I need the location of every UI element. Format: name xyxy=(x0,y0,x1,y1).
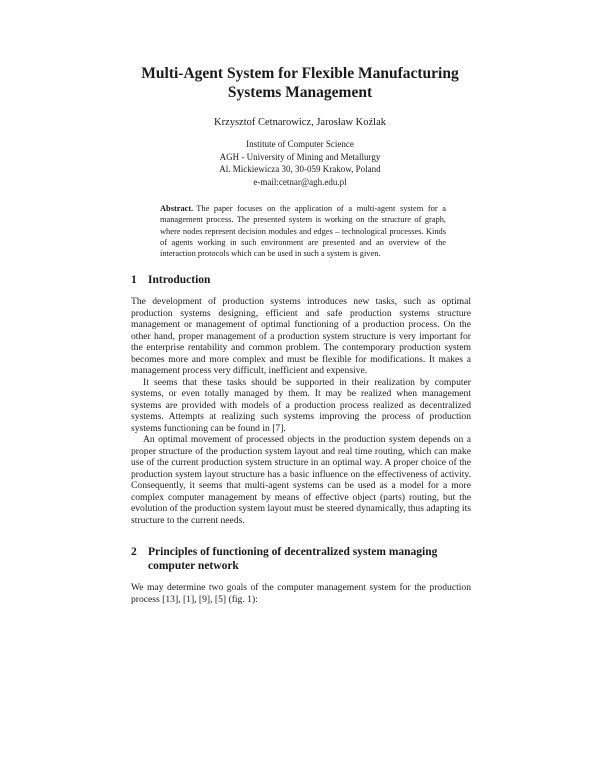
affiliation xyxy=(100,138,500,188)
affiliation-institute: Institute of Computer Science xyxy=(246,139,354,149)
affiliation-email: e-mail:cetnar@agh.edu.pl xyxy=(253,176,347,187)
affiliation-address: Al. Mickiewicza 30, 30-059 Krakow, Poland xyxy=(219,164,381,174)
section-2-number: 2 xyxy=(131,546,137,558)
section-1-paragraph-1: The development of production systems introduces new tasks, such as optimal production systems designing, efficient and safe production systems structure management or management of optimal functioning of a production process. On the other hand, proper management of a production system structure is very important for the enterprise rentability and common problem. The contemporary production system becomes more and more complex and must be flexible for modifications. It makes a management process very difficult, inefficient and expensive. xyxy=(131,296,471,376)
abstract-text: The paper focuses on the application of a multi-agent system for a management process. The presented system is working on the structure of graph, where nodes represent decision modules and edges – technological processes. Kinds of agents working in such environment are presented and an overview of the interaction protocols which can be used in such a system is given. xyxy=(160,204,446,259)
title-line-2: Systems Management xyxy=(227,84,373,101)
section-2-paragraph-1: We may determine two goals of the computer management system for the production process [13], [1], [9], [5] (fig. 1): xyxy=(131,582,471,605)
section-1-paragraph-3: An optimal movement of processed objects in the production system depends on a proper structure of the production system layout and real time routing, which can make use of the current production system structure in an optimal way. A proper choice of the production system layout structure has a basic influence on the effectiveness of activity. Consequently, it seems that multi-agent systems can be used as a model for a more complex computer management by means of effective object (parts) routing, but the evolution of the production system layout must be steered dynamically, thus adapting its structure to the current needs. xyxy=(131,434,471,526)
section-2-heading xyxy=(131,545,471,573)
authors: Krzysztof Cetnarowicz, Jarosław Koźlak xyxy=(213,117,387,128)
section-1-body xyxy=(131,296,471,526)
affiliation-university: AGH - University of Mining and Metallurgy xyxy=(219,151,381,162)
abstract-label: Abstract. xyxy=(160,204,194,213)
section-2-title: Principles of functioning of decentralized system managing computer network xyxy=(148,546,438,572)
section-1-heading xyxy=(131,273,471,287)
section-1-number: 1 xyxy=(131,274,137,286)
section-1-paragraph-2: It seems that these tasks should be supported in their realization by computer systems, or even totally managed by them. It may be realized when management systems are provided with models of a production process realized as decentralized systems. Attempts at realizing such systems improving the process of production systems functioning can be found in [7]. xyxy=(131,376,471,434)
section-2-body xyxy=(131,582,471,605)
title-line-1: Multi-Agent System for Flexible Manufacturing xyxy=(141,65,459,82)
section-1-title: Introduction xyxy=(148,274,211,286)
paper-title xyxy=(100,64,500,102)
abstract xyxy=(160,203,446,259)
